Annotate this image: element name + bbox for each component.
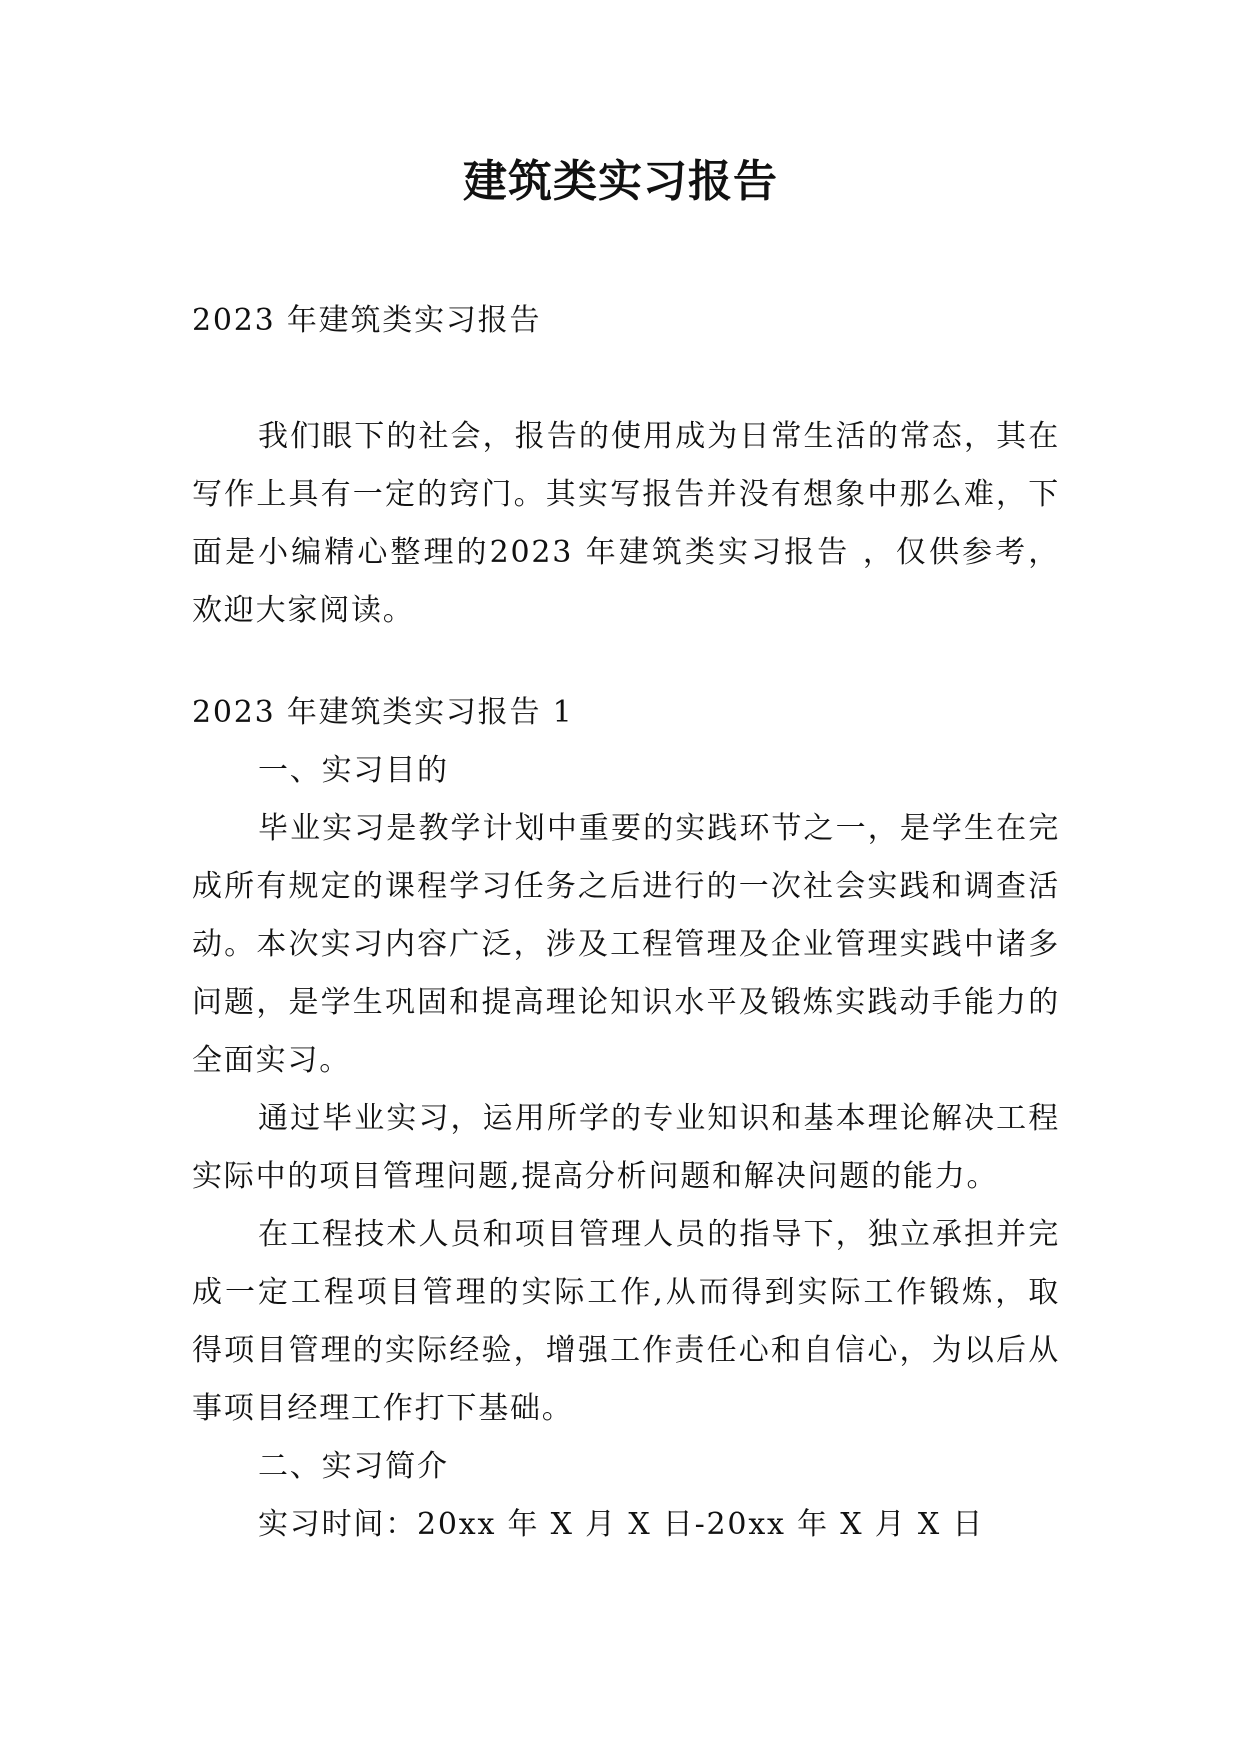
part1-paragraph-1: 毕业实习是教学计划中重要的实践环节之一，是学生在完成所有规定的课程学习任务之后进行的一次社会实践和调查活动。本次实习内容广泛，涉及工程管理及企业管理实践中诸多问题，是学生巩固和提高理论知识水平及锻炼实践动手能力的全面实习。 [192,811,1060,1078]
part1-paragraph-2: 通过毕业实习，运用所学的专业知识和基本理论解决工程实际中的项目管理问题,提高分析问题和解决问题的能力。 [192,1101,1060,1194]
part2-heading: 二、实习简介 [258,1449,449,1484]
document-body [192,292,1060,1554]
document-title: 建筑类实习报告 [463,156,778,207]
internship-time: 实习时间：20xx 年 X 月 X 日-20xx 年 X 月 X 日 [258,1507,985,1542]
part1-heading: 一、实习目的 [258,753,449,788]
section-heading: 2023 年建筑类实习报告 1 [192,695,574,730]
document-subtitle: 2023 年建筑类实习报告 [192,303,542,338]
part1-paragraph-3: 在工程技术人员和项目管理人员的指导下，独立承担并完成一定工程项目管理的实际工作,从而得到实际工作锻炼，取得项目管理的实际经验，增强工作责任心和自信心，为以后从事项目经理工作打下基础。 [192,1217,1060,1426]
intro-paragraph: 我们眼下的社会，报告的使用成为日常生活的常态，其在写作上具有一定的窍门。其实写报告并没有想象中那么难，下面是小编精心整理的2023 年建筑类实习报告 ，仅供参考，欢迎大家阅读。 [192,419,1060,628]
